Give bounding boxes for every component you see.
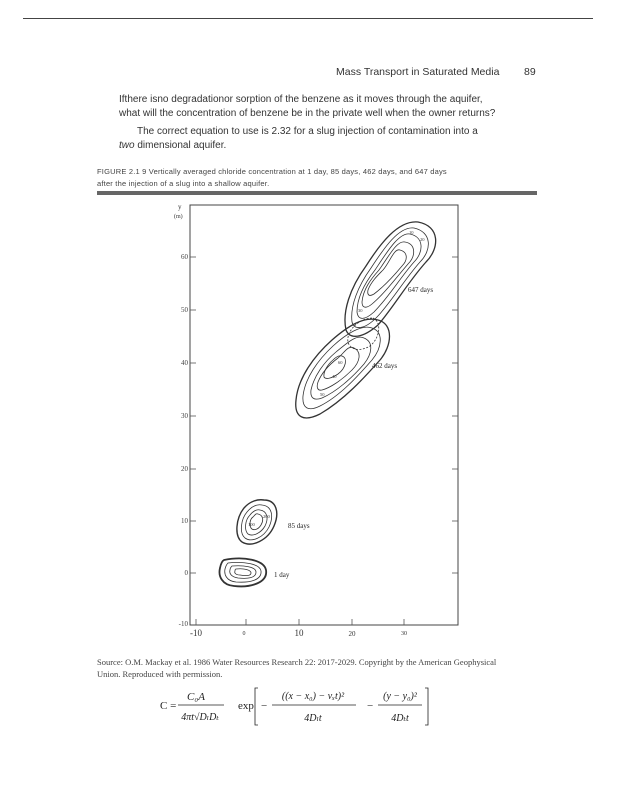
y-tick-label: 40 xyxy=(181,359,188,367)
contour-label: 10 xyxy=(409,230,414,235)
y-tick-label: 20 xyxy=(181,465,188,473)
paragraph-1-line-1: Ifthere isno degradationor sorption of the benzene as it moves through the aquifer, xyxy=(119,94,483,105)
page-number: 89 xyxy=(524,66,536,78)
x-tick-label: -10 xyxy=(190,628,202,638)
contour-label: 40 xyxy=(332,374,337,379)
equation-denominator: 4πt√DₗDₜ xyxy=(181,712,219,723)
top-rule xyxy=(23,18,593,19)
y-axis-label: y xyxy=(178,203,182,211)
y-tick-label: 0 xyxy=(184,569,188,577)
x-tick-label: 30 xyxy=(401,631,407,637)
y-tick-marks xyxy=(190,257,458,573)
equation-term2-denominator: 4Dₜt xyxy=(391,713,409,724)
equation-term1-numerator: ((x − x₀) − vₓt)² xyxy=(281,691,345,702)
concentration-equation xyxy=(160,684,460,728)
y-tick-label: 30 xyxy=(181,412,188,420)
plume-label: 85 days xyxy=(288,522,310,530)
source-line-2: Union. Reproduced with permission. xyxy=(97,669,223,679)
right-bracket xyxy=(425,688,428,725)
running-head: Mass Transport in Saturated Media xyxy=(336,66,500,78)
plume-label: 647 days xyxy=(408,286,434,294)
plume-label: 462 days xyxy=(372,362,398,370)
source-line-1: Source: O.M. Mackay et al. 1986 Water Resources Research 22: 2017-2029. Copyright by the American Geophysical xyxy=(97,657,497,667)
y-axis-unit: (m) xyxy=(174,214,183,220)
y-tick-label: 60 xyxy=(181,253,188,261)
y-tick-label: 10 xyxy=(181,517,188,525)
equation-term1-denominator: 4Dₗt xyxy=(304,713,322,724)
contour-label: 60 xyxy=(338,360,343,365)
paragraph-2-line-2-rest: dimensional aquifer. xyxy=(134,140,227,151)
contour-label: 20 xyxy=(420,237,425,242)
plume-85-days xyxy=(237,500,277,544)
y-tick-label: -10 xyxy=(178,620,188,628)
contour-label: 100 xyxy=(248,522,255,527)
caption-rule xyxy=(97,191,537,195)
plume-label: 1 day xyxy=(274,571,290,579)
x-tick-label: 10 xyxy=(294,628,304,638)
equation-minus-sign: − xyxy=(367,700,374,712)
equation-term2-numerator: (y − y₀)² xyxy=(383,691,417,702)
paragraph-2-line-1: The correct equation to use is 2.32 for a slug injection of contamination into a xyxy=(137,126,478,137)
plume-figure xyxy=(168,200,468,650)
x-tick-label: 0 xyxy=(242,631,246,637)
y-tick-label: 50 xyxy=(181,306,188,314)
paragraph-2-line-2 xyxy=(119,138,226,154)
equation-minus-sign: − xyxy=(261,700,268,712)
contour-label: 200 xyxy=(263,514,270,519)
figure-caption-line-2: after the injection of a slug into a shallow aquifer. xyxy=(97,179,270,188)
paragraph-1-line-2: what will the concentration of benzene be in the private well when the owner returns? xyxy=(119,108,496,119)
left-bracket xyxy=(255,688,258,725)
italic-word: two xyxy=(119,140,135,151)
equation-lhs: C = xyxy=(160,700,177,712)
contour-label: 50 xyxy=(320,392,325,397)
plume-1-day xyxy=(220,558,267,586)
equation-exp: exp xyxy=(238,700,254,712)
x-tick-marks xyxy=(196,619,404,625)
contour-label: 30 xyxy=(358,308,363,313)
plot-frame xyxy=(190,205,458,625)
x-tick-label: 20 xyxy=(348,630,356,638)
equation-numerator: C₀A xyxy=(187,691,205,703)
figure-caption-line-1: FIGURE 2.1 9 Vertically averaged chloride concentration at 1 day, 85 days, 462 days, and 647 days xyxy=(97,167,447,176)
